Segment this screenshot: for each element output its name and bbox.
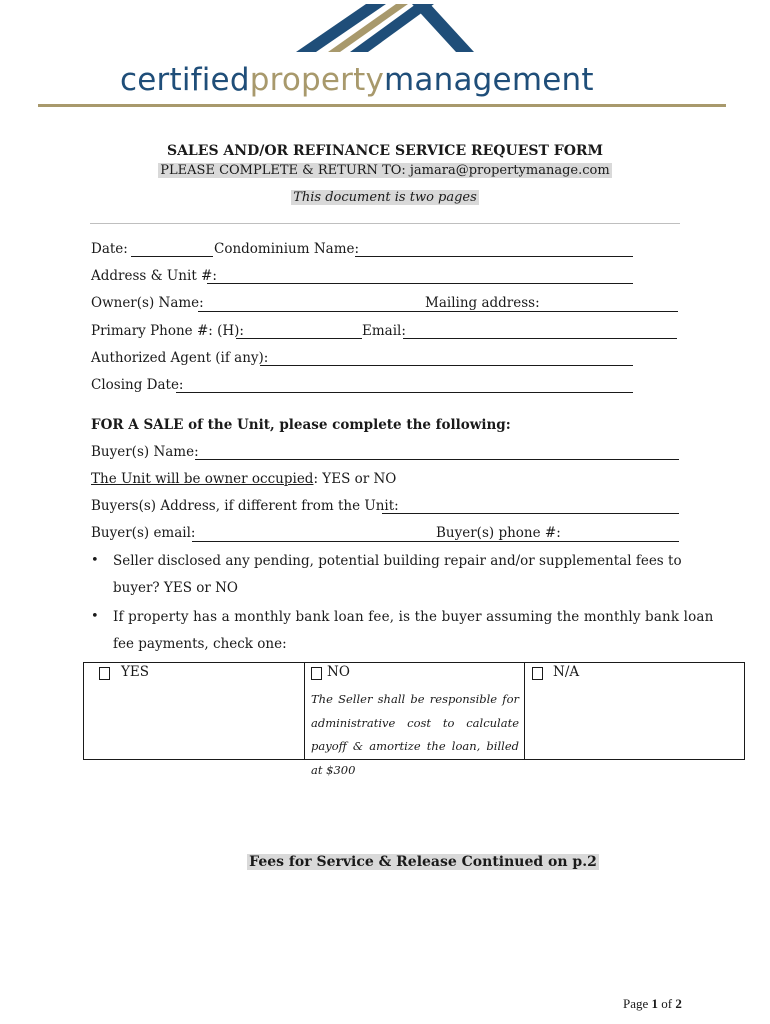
page-word: Page	[623, 996, 649, 1011]
na-label: N/A	[553, 664, 580, 680]
no-checkbox[interactable]	[311, 667, 322, 680]
page-of: of	[661, 996, 673, 1011]
form-title: SALES AND/OR REFINANCE SERVICE REQUEST FORM	[166, 143, 604, 159]
sale-heading: FOR A SALE of the Unit, please complete the following:	[91, 417, 511, 433]
phone-field[interactable]	[236, 338, 362, 339]
buyer-phone-label: Buyer(s) phone #:	[436, 525, 561, 541]
form-subtitle-text: PLEASE COMPLETE & RETURN TO: jamara@propertymanage.com	[160, 163, 610, 178]
brand-part-2: property	[249, 62, 385, 98]
company-logo-icon	[292, 4, 478, 54]
buyer-email-label: Buyer(s) email:	[91, 525, 196, 541]
owner-label: Owner(s) Name:	[91, 295, 204, 311]
closing-label: Closing Date:	[91, 377, 184, 393]
na-checkbox[interactable]	[532, 667, 543, 680]
email-label: Email:	[362, 323, 406, 339]
buyer-address-label: Buyers(s) Address, if different from the Unit:	[91, 498, 399, 514]
bullet2-line2: fee payments, check one:	[113, 636, 287, 652]
form-note-text: This document is two pages	[293, 190, 477, 205]
table-divider	[524, 663, 525, 759]
owner-field[interactable]	[198, 311, 678, 312]
continued-note	[0, 854, 770, 870]
bullet-icon: •	[91, 553, 99, 568]
agent-label: Authorized Agent (if any):	[91, 350, 269, 366]
page-number: 1	[651, 996, 659, 1011]
address-field[interactable]	[207, 283, 633, 284]
bullet1-line1: Seller disclosed any pending, potential building repair and/or supplemental fees to	[113, 553, 682, 569]
buyer-address-field[interactable]	[382, 513, 679, 514]
form-subtitle	[0, 163, 770, 178]
yes-checkbox[interactable]	[99, 667, 110, 680]
yes-label: YES	[121, 664, 150, 680]
form-note	[0, 190, 770, 205]
buyer-name-label: Buyer(s) Name:	[91, 444, 199, 460]
buyer-name-field[interactable]	[195, 459, 679, 460]
owner-occupied-choice: : YES or NO	[313, 471, 397, 487]
section-divider	[90, 223, 680, 224]
mailing-label: Mailing address:	[425, 295, 540, 311]
owner-occupied-label: The Unit will be owner occupied	[91, 471, 314, 487]
condo-label: Condominium Name:	[214, 241, 360, 257]
phone-label: Primary Phone #: (H):	[91, 323, 244, 339]
header-divider	[38, 104, 726, 107]
bullet2-line1: If property has a monthly bank loan fee, is the buyer assuming the monthly bank loan	[113, 609, 714, 625]
condo-field[interactable]	[355, 256, 633, 257]
agent-field[interactable]	[260, 365, 633, 366]
brand-part-1: certified	[120, 62, 250, 98]
brand-part-3: management	[384, 62, 594, 98]
date-label: Date:	[91, 241, 128, 257]
page-total: 2	[675, 996, 682, 1011]
address-label: Address & Unit #:	[91, 268, 217, 284]
email-field[interactable]	[403, 338, 677, 339]
table-divider	[304, 663, 305, 759]
brand-wordmark	[120, 62, 594, 98]
buyer-email-field[interactable]	[192, 541, 679, 542]
date-field[interactable]	[131, 256, 213, 257]
no-option-description: The Seller shall be responsible for administrative cost to calculate payoff & amortize the loan, billed at $300	[311, 692, 519, 777]
page-indicator	[623, 996, 682, 1012]
no-label: NO	[327, 664, 350, 680]
continued-note-text: Fees for Service & Release Continued on p.2	[249, 854, 597, 870]
bullet1-line2: buyer? YES or NO	[113, 580, 238, 596]
closing-field[interactable]	[176, 392, 633, 393]
bullet-icon: •	[91, 609, 99, 624]
owner-occupied-line	[91, 471, 396, 487]
